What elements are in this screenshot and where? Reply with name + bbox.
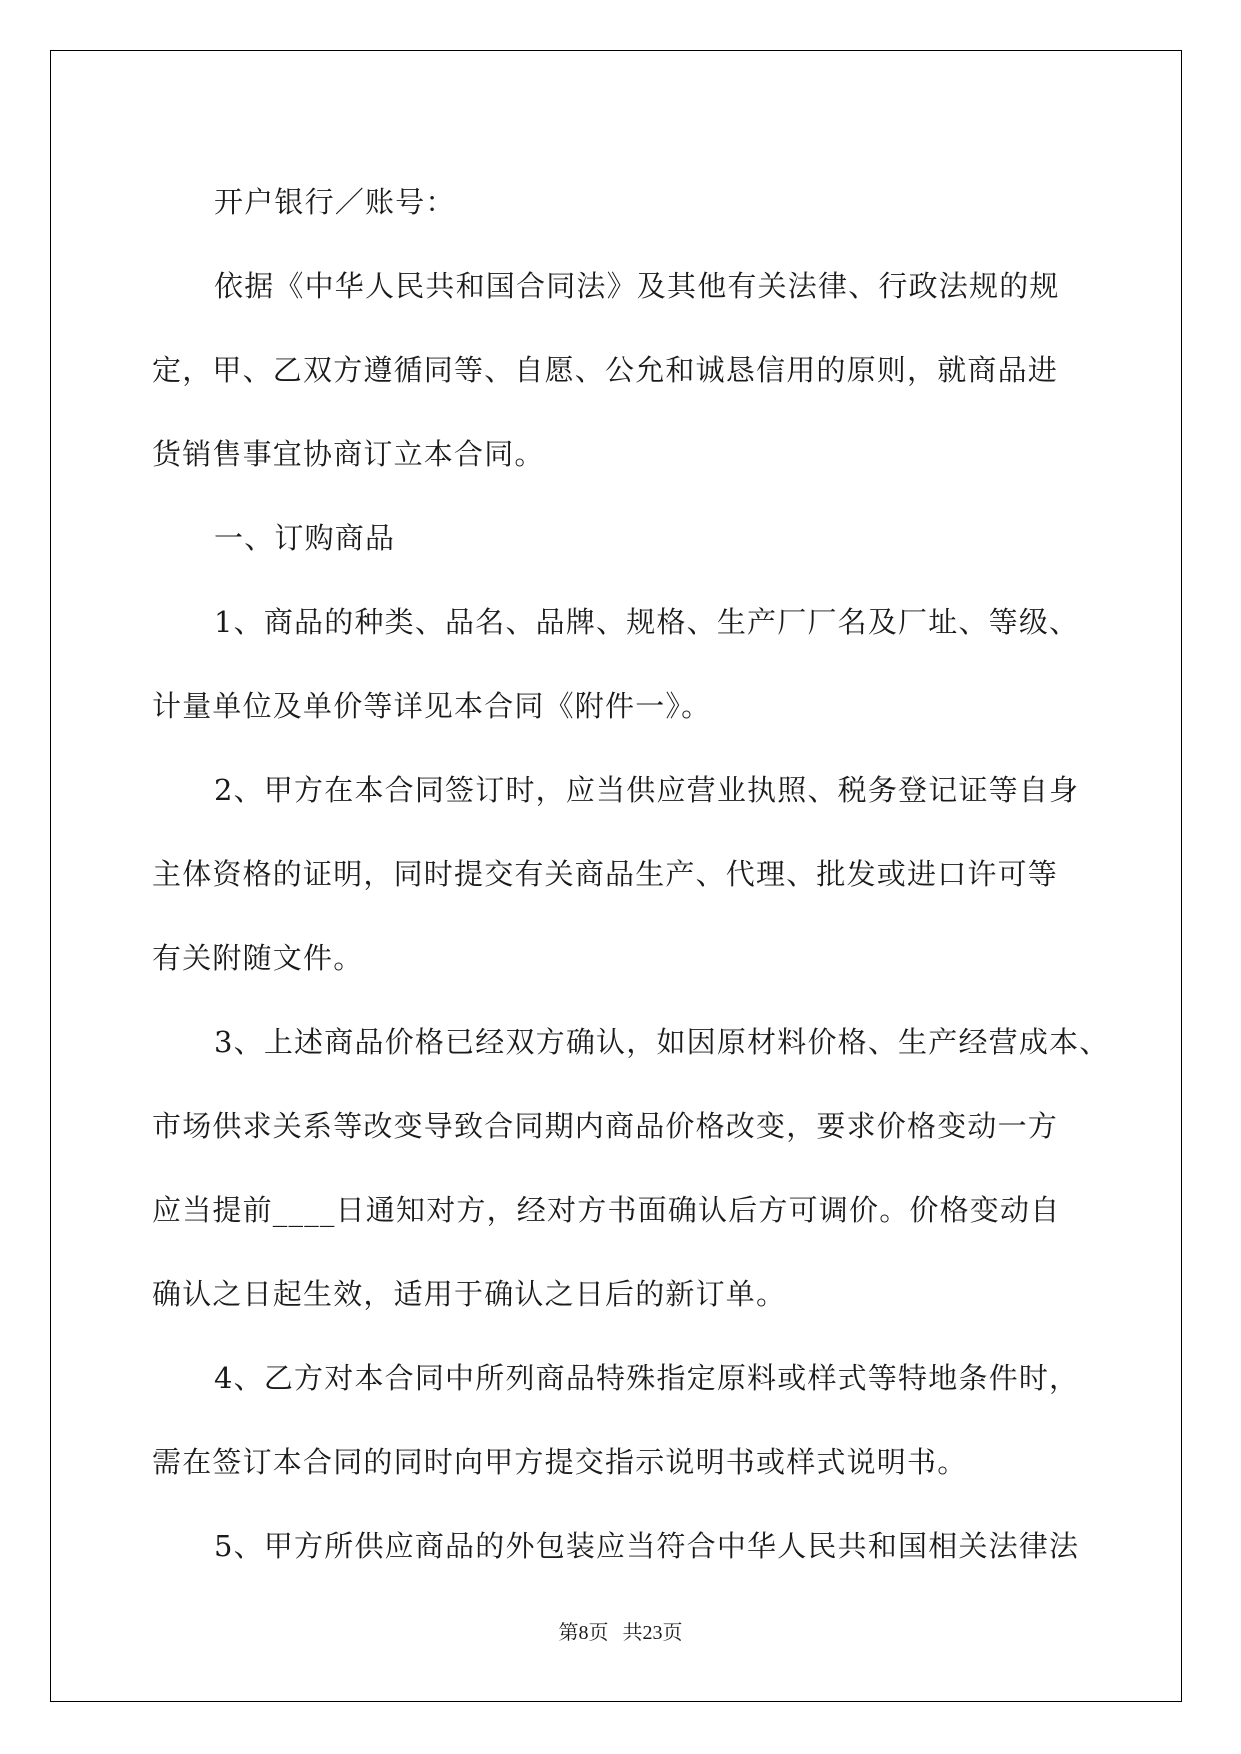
bank-account-line: 开户银行／账号： (214, 185, 456, 219)
paragraph-line: 货销售事宜协商订立本合同。 (152, 437, 545, 471)
paragraph-line: 定，甲、乙双方遵循同等、自愿、公允和诚恳信用的原则，就商品进 (152, 353, 1059, 387)
clause-line: 有关附随文件。 (152, 941, 364, 975)
clause-line: 1、商品的种类、品名、品牌、规格、生产厂厂名及厂址、等级、 (214, 605, 1080, 639)
paragraph-line: 依据《中华人民共和国合同法》及其他有关法律、行政法规的规 (214, 269, 1060, 303)
page-number: 第8页 (558, 1622, 609, 1644)
clause-line: 应当提前____日通知对方，经对方书面确认后方可调价。价格变动自 (152, 1193, 1061, 1227)
clause-line: 需在签订本合同的同时向甲方提交指示说明书或样式说明书。 (152, 1445, 968, 1479)
clause-line: 确认之日起生效，适用于确认之日后的新订单。 (152, 1277, 787, 1311)
page-footer (0, 1616, 1241, 1645)
clause-line: 4、乙方对本合同中所列商品特殊指定原料或样式等特地条件时， (214, 1361, 1080, 1395)
clause-line: 计量单位及单价等详见本合同《附件一》。 (152, 689, 712, 723)
clause-line: 5、甲方所供应商品的外包装应当符合中华人民共和国相关法律法 (214, 1529, 1080, 1563)
document-body (152, 160, 1110, 1588)
clause-line: 市场供求关系等改变导致合同期内商品价格改变，要求价格变动一方 (152, 1109, 1059, 1143)
section-heading: 一、订购商品 (214, 521, 396, 555)
clause-line: 3、上述商品价格已经双方确认，如因原材料价格、生产经营成本、 (214, 1025, 1110, 1059)
page-total: 共23页 (622, 1622, 683, 1644)
clause-line: 主体资格的证明，同时提交有关商品生产、代理、批发或进口许可等 (152, 857, 1059, 891)
clause-line: 2、甲方在本合同签订时，应当供应营业执照、税务登记证等自身 (214, 773, 1080, 807)
